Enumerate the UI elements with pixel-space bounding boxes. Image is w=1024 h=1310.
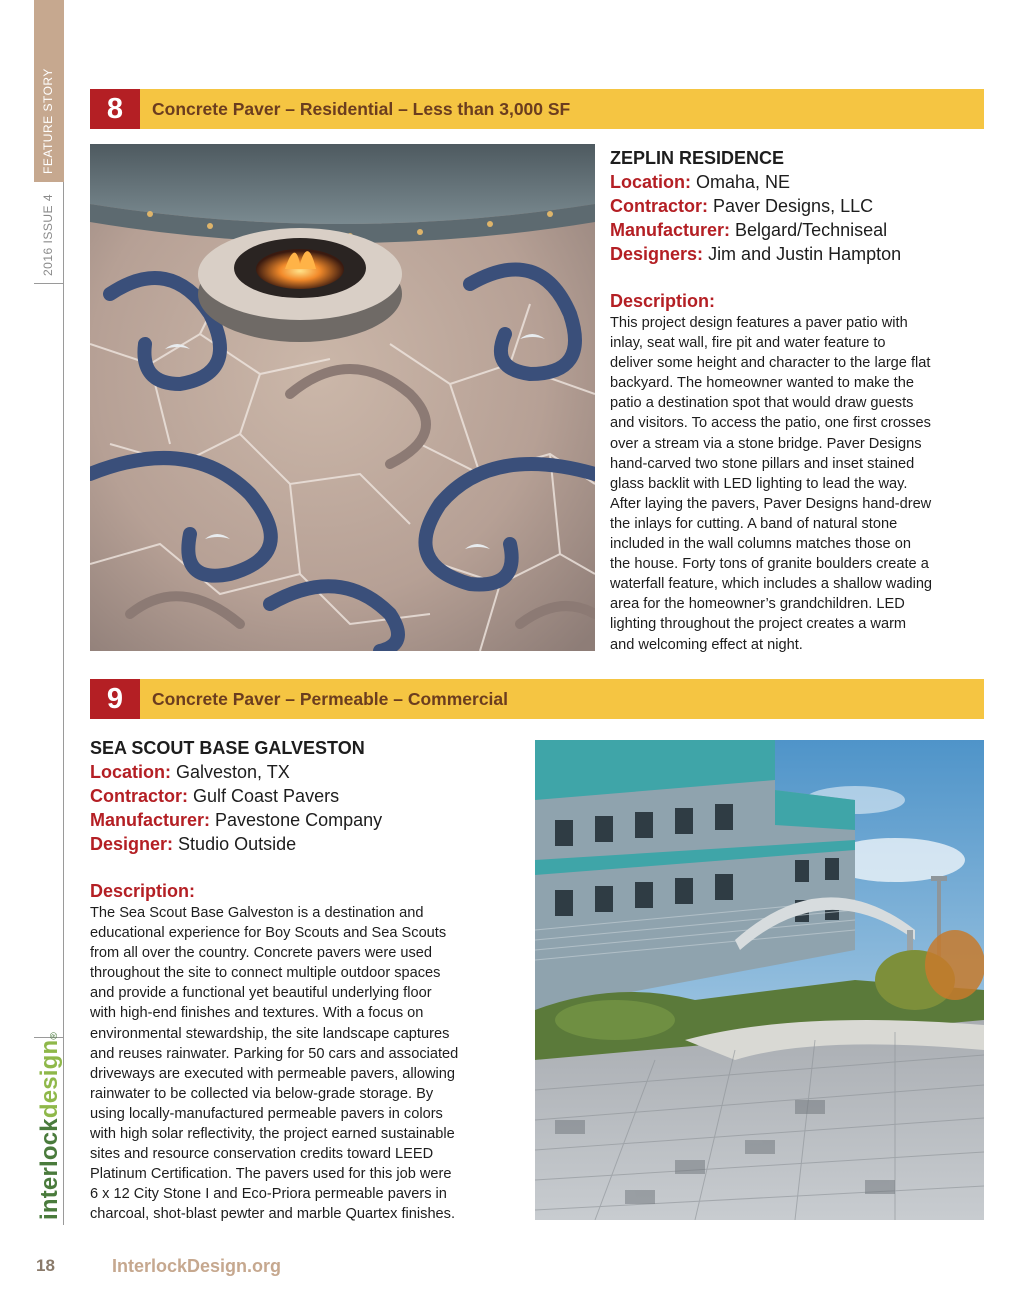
manufacturer-label: Manufacturer: xyxy=(610,220,731,240)
manufacturer-row xyxy=(90,808,520,832)
project-title: ZEPLIN RESIDENCE xyxy=(610,148,785,168)
designer-value: Studio Outside xyxy=(178,834,297,854)
feature-story-label: FEATURE STORY xyxy=(41,68,55,174)
contractor-row xyxy=(90,784,520,808)
description-line: with high-end finishes and textures. With a focus on xyxy=(90,1005,424,1022)
logo-interlock-text: interlock xyxy=(36,1118,63,1220)
location-value: Omaha, NE xyxy=(696,172,791,192)
description-line: from all over the country. Concrete pavers were used xyxy=(90,945,433,962)
description-line: using locally-manufactured permeable pavers in colors xyxy=(90,1105,443,1122)
location-label: Location: xyxy=(90,762,171,782)
description-line: rainwater to be collected via below-grade storage. By xyxy=(90,1085,434,1102)
description-line: This project design features a paver patio with xyxy=(610,315,908,331)
description-line: driveways are executed with permeable pavers, allowing xyxy=(90,1065,456,1082)
logo-registered-mark: ® xyxy=(49,1032,60,1040)
description-line: patio a destination spot that would draw guests xyxy=(610,395,914,412)
description-line: glass backlit with LED lighting to lead the way. xyxy=(610,475,908,492)
description-line: deliver some height and character to the large flat xyxy=(610,355,931,372)
description-line: area for the homeowner’s grandchildren. LED xyxy=(610,596,905,613)
description-line: charcoal, shot-blast pewter and marble Quartex finishes. xyxy=(90,1206,456,1223)
description-line: hand-carved two stone pillars and inset stained xyxy=(610,455,915,472)
designer-label: Designers: xyxy=(610,244,704,264)
description-line: with high solar reflectivity, the project earned sustainable xyxy=(90,1126,455,1143)
description-line: over a stream via a stone bridge. Paver Designs xyxy=(610,435,922,452)
section-category-title: Concrete Paver – Residential – Less than 3,000 SF xyxy=(152,99,571,119)
page-number: 18 xyxy=(36,1256,55,1275)
section-9-header-bar xyxy=(90,679,984,719)
zeplin-residence-patio-photo xyxy=(90,144,595,651)
section-9-info xyxy=(90,736,520,1225)
manufacturer-value: Belgard/Techniseal xyxy=(735,220,888,240)
description-text xyxy=(90,903,520,1225)
contractor-value: Gulf Coast Pavers xyxy=(193,786,340,806)
website-link[interactable]: InterlockDesign.org xyxy=(112,1256,282,1276)
section-number-badge: 9 xyxy=(90,679,140,719)
location-label: Location: xyxy=(610,172,691,192)
description-line: environmental stewardship, the site landscape captures xyxy=(90,1025,450,1042)
contractor-label: Contractor: xyxy=(610,196,708,216)
building-plaza-image xyxy=(535,740,984,1220)
description-line: and visitors. To access the patio, one first crosses xyxy=(610,415,931,432)
description-line: the house. Forty tons of granite boulders create a xyxy=(610,556,929,573)
project-title: SEA SCOUT BASE GALVESTON xyxy=(90,738,365,758)
designer-row xyxy=(90,832,520,856)
description-line: included in the wall columns matches those on xyxy=(610,536,911,553)
description-line: and reuses rainwater. Parking for 50 cars and associated xyxy=(90,1045,459,1062)
interlock-design-logo xyxy=(36,1032,64,1220)
contractor-value: Paver Designs, LLC xyxy=(713,196,874,216)
section-8-info xyxy=(610,146,990,655)
description-line: inlay, seat wall, fire pit and water feature to xyxy=(610,335,886,352)
patio-firepit-image xyxy=(90,144,595,651)
contractor-row xyxy=(610,194,990,218)
description-line: 6 x 12 City Stone I and Eco-Priora permeable pavers in xyxy=(90,1186,447,1203)
description-line: the inlays for cutting. A band of natural stone xyxy=(610,515,898,532)
section-8-header-bar xyxy=(90,89,984,129)
location-row xyxy=(610,170,990,194)
logo-design-text: design xyxy=(36,1039,63,1119)
description-line: educational experience for Boy Scouts and Sea Scouts xyxy=(90,925,447,942)
description-heading: Description: xyxy=(90,881,196,901)
description-line: throughout the site to connect multiple outdoor spaces xyxy=(90,965,441,982)
description-heading: Description: xyxy=(610,291,716,311)
description-line: After laying the pavers, Paver Designs hand-drew xyxy=(610,495,932,512)
rail-separator xyxy=(34,283,64,284)
manufacturer-row xyxy=(610,218,990,242)
description-line: backyard. The homeowner wanted to make the xyxy=(610,375,914,392)
description-line: sites and resource conservation credits toward LEED xyxy=(90,1146,434,1163)
sea-scout-base-photo xyxy=(535,740,984,1220)
manufacturer-label: Manufacturer: xyxy=(90,810,211,830)
description-line: lighting throughout the project creates a warm xyxy=(610,616,907,633)
description-line: Platinum Certification. The pavers used for this job were xyxy=(90,1166,452,1183)
description-line: waterfall feature, which includes a shallow wading xyxy=(610,576,933,593)
location-value: Galveston, TX xyxy=(176,762,290,782)
side-rail xyxy=(34,0,64,1225)
designer-value: Jim and Justin Hampton xyxy=(708,244,902,264)
contractor-label: Contractor: xyxy=(90,786,188,806)
manufacturer-value: Pavestone Company xyxy=(215,810,383,830)
description-line: and welcoming effect at night. xyxy=(610,636,803,653)
section-number-badge: 8 xyxy=(90,89,140,129)
section-category-title: Concrete Paver – Permeable – Commercial xyxy=(152,689,509,709)
designer-row xyxy=(610,242,990,266)
description-text xyxy=(610,313,990,655)
designer-label: Designer: xyxy=(90,834,174,854)
location-row xyxy=(90,760,520,784)
description-line: The Sea Scout Base Galveston is a destination and xyxy=(90,905,424,921)
issue-label: 2016 ISSUE 4 xyxy=(41,193,55,276)
description-line: and provide a functional yet beautiful underlying floor xyxy=(90,985,432,1002)
